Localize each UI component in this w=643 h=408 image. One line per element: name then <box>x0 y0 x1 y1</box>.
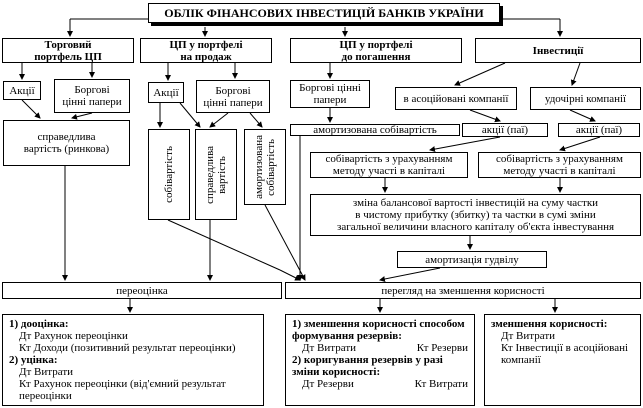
investments-subsidiaries: удочірні компанії <box>530 87 641 110</box>
trading-shares: Акції <box>3 81 41 100</box>
for-sale-fair-value-label: справедлива вартість <box>204 145 228 204</box>
maturity-amortized-cost: амортизована собівартість <box>290 124 460 136</box>
category-to-maturity: ЦП у портфелі до погашення <box>290 38 462 63</box>
revaluation-increase-credit: Кт Доходи (позитивний результат переоцінки) <box>19 342 236 354</box>
impairment-reserves-debit: Дт Витрати <box>302 342 357 354</box>
impairment-adjust-title: 2) коригування резервів у разі зміни корисності: <box>292 354 443 378</box>
revaluation-decrease-credit: Кт Рахунок переоцінки (від'ємний результат переоцінки <box>19 378 226 402</box>
impairment-associates-debit: Дт Витрати <box>501 330 556 342</box>
for-sale-fair-value <box>195 129 237 220</box>
investments-goodwill-amortization: амортизація гудвілу <box>397 251 547 268</box>
impairment-header: перегляд на зменшення корисності <box>285 282 641 299</box>
category-for-sale: ЦП у портфелі на продаж <box>140 38 272 63</box>
revaluation-header: переоцінка <box>2 282 282 299</box>
revaluation-increase-debit: Дт Рахунок переоцінки <box>19 330 128 342</box>
investments-equity-method-subsidiaries: собівартість з урахуванням методу участі в капіталі <box>478 152 641 178</box>
investments-shares-subsidiaries: акції (паї) <box>558 123 640 137</box>
impairment-reserves-credit: Кт Резерви <box>416 342 468 354</box>
revaluation-increase-title: 1) дооцінка: <box>9 318 69 330</box>
impairment-reserves-detail <box>285 314 475 406</box>
category-trading: Торговий портфель ЦП <box>2 38 134 63</box>
revaluation-decrease-debit: Дт Витрати <box>19 366 74 378</box>
impairment-adjust-entry <box>292 378 468 390</box>
investments-carrying-value-change: зміна балансової вартості інвестицій на суму частки в чистому прибутку (збитку) та частки в сумі зміни загальної величини власного капіталу об'єкта інвестування <box>310 194 641 236</box>
for-sale-debt-securities: Боргові цінні папери <box>196 80 270 113</box>
for-sale-amortized-cost-label: амортизована собівартість <box>253 135 277 199</box>
revaluation-decrease-title: 2) уцінка: <box>9 354 58 366</box>
impairment-associates-detail <box>484 314 641 406</box>
investments-equity-method-associates: собівартість з урахуванням методу участі в капіталі <box>310 152 468 178</box>
impairment-reserves-title: 1) зменшення корисності способом формування резервів: <box>292 318 465 342</box>
impairment-associates-title: зменшення корисності: <box>491 318 608 330</box>
impairment-associates-credit: Кт Інвестиції в асоційовані компанії <box>501 342 629 366</box>
for-sale-amortized-cost <box>244 129 286 205</box>
category-investments: Інвестиції <box>475 38 641 63</box>
trading-fair-value: справедлива вартість (ринкова) <box>3 120 130 166</box>
investments-associates: в асоційовані компанії <box>395 87 517 110</box>
main-title: ОБЛІК ФІНАНСОВИХ ІНВЕСТИЦІЙ БАНКІВ УКРАЇНИ <box>148 3 500 23</box>
investments-shares-associates: акції (паї) <box>462 123 548 137</box>
for-sale-cost <box>148 129 190 220</box>
trading-debt-securities: Боргові цінні папери <box>54 79 130 113</box>
revaluation-detail <box>2 314 264 406</box>
impairment-reserves-entry <box>292 342 468 354</box>
impairment-adjust-credit: Кт Витрати <box>414 378 468 390</box>
maturity-debt-securities: Боргові цінні папери <box>290 80 370 108</box>
impairment-adjust-debit: Дт Резерви <box>302 378 354 390</box>
for-sale-shares: Акції <box>148 82 184 103</box>
for-sale-cost-label: собівартість <box>163 146 175 203</box>
